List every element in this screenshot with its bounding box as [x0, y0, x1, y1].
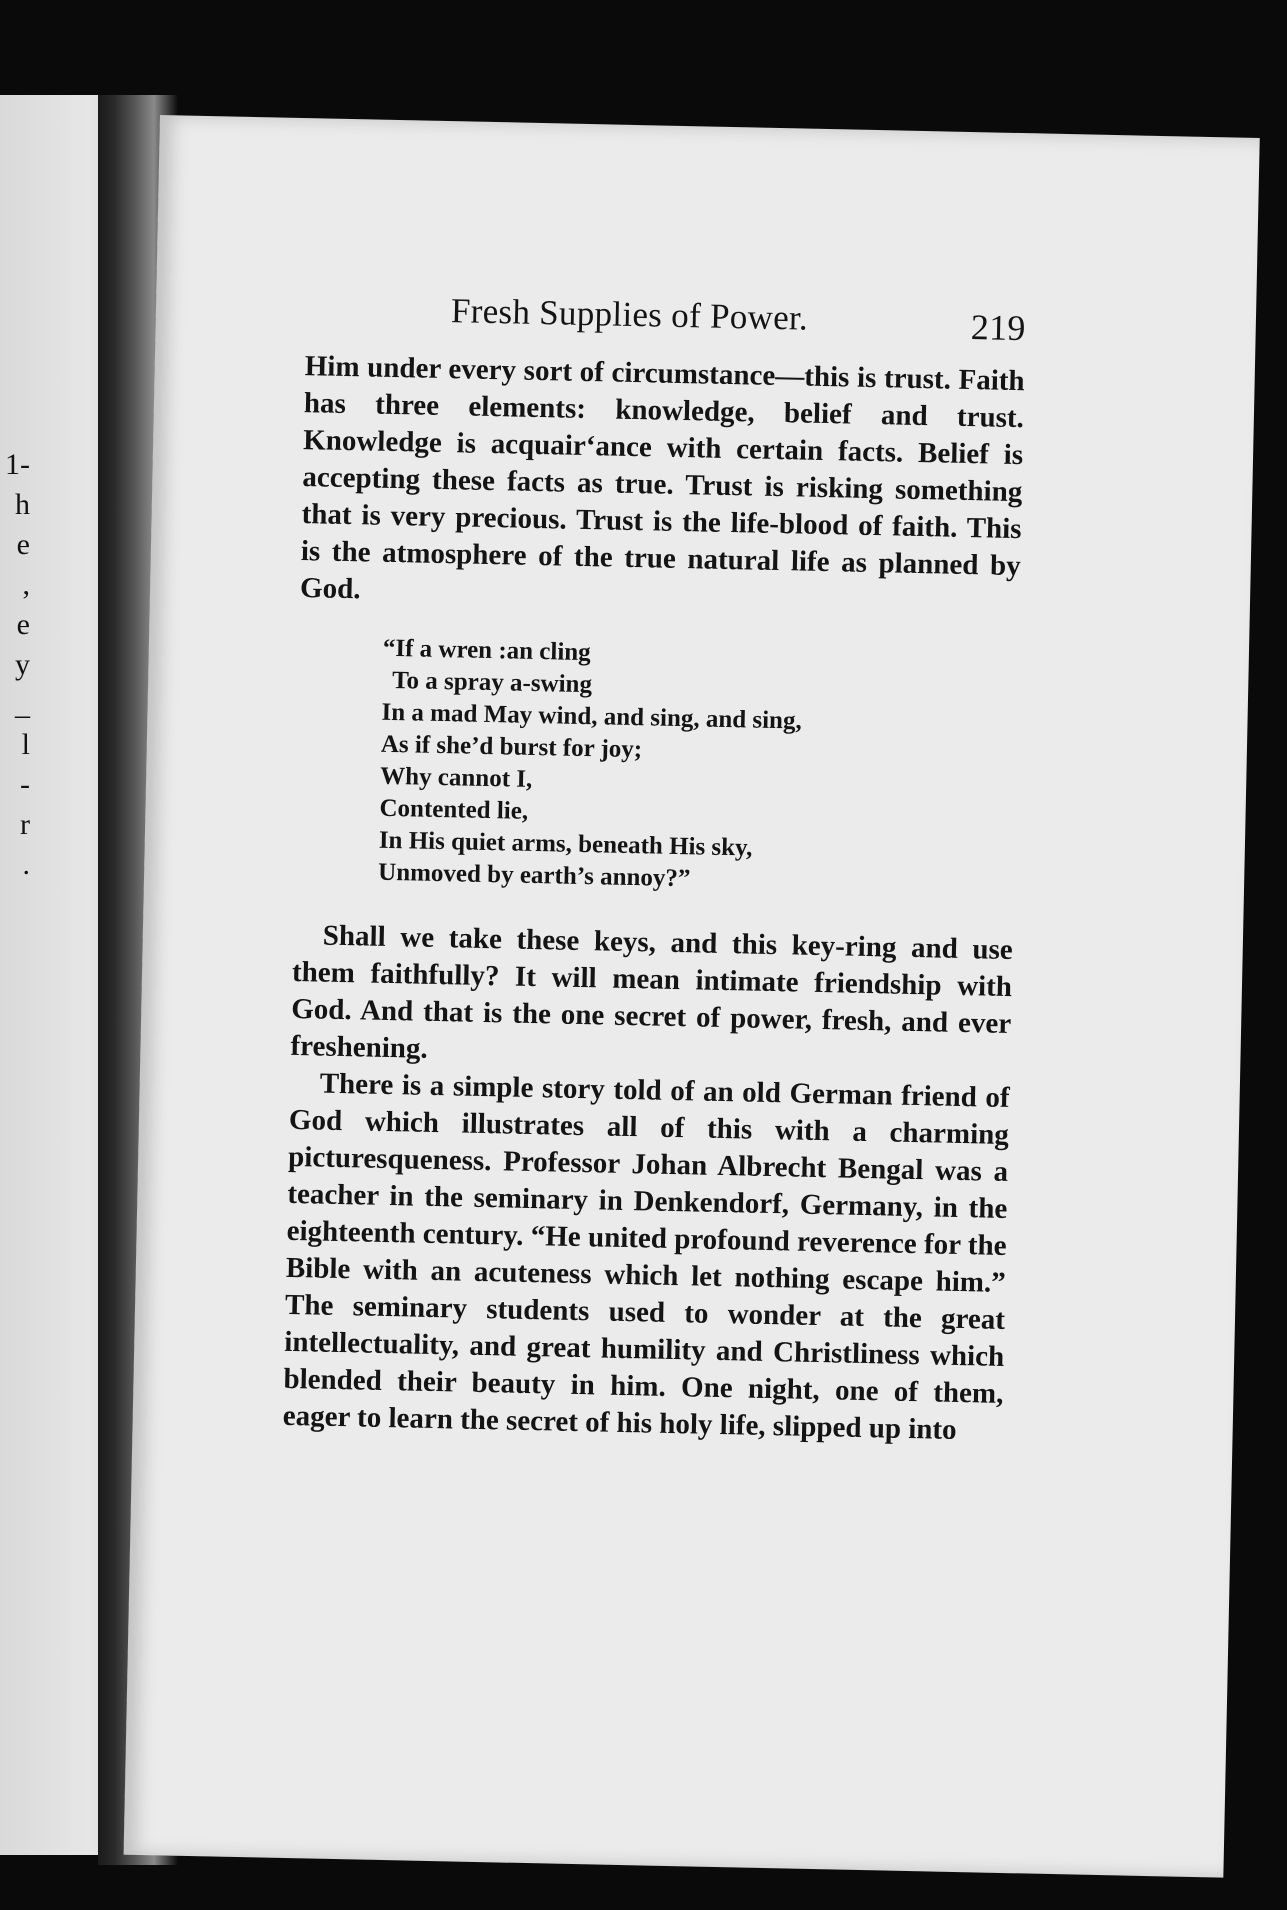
poem-line: In a mad May wind, and sing, and sing, — [381, 698, 803, 735]
edge-letter: e — [16, 608, 30, 641]
poem-quotation — [378, 633, 1019, 902]
page-text-block — [282, 288, 1026, 1450]
poem-line: “If a wren :an cling — [382, 634, 591, 667]
body-paragraphs — [282, 917, 1013, 1450]
paragraph-trust: Him under every sort of circumstance—this is trust. Faith has three elements: knowledge, belief and trust. Knowledge is acquair‘ance with certain facts. Belief is accepting these facts as true. Trust is risking something that is very precious. Trust is the life-blood of faith. This is the atmosphere of the true natural life as planned by God. — [299, 350, 1025, 606]
poem-line: As if she’d burst for joy; — [380, 730, 643, 764]
right-page — [124, 115, 1260, 1878]
paragraph-bengal-story: There is a simple story told of an old German friend of God which illustrates all of this with a charming picturesqueness. Professor Johan Albrecht Bengal was a teacher in the seminary in Denkendorf, Germany, in the eighteenth century. “He united profound reverence for the Bible with an acuteness which let nothing escape him.” The seminary students used to wonder at the great intellectuality, and great humility and Christliness which blended their beauty in him. One night, one of them, eager to learn the secret of his holy life, slipped up into — [282, 1067, 1010, 1446]
paragraph-keys: Shall we take these keys, and this key-ring and use them faithfully? It will mean intimate friendship with God. And that is the one secret of power, fresh, and ever freshening. — [290, 919, 1014, 1065]
page-number: 219 — [970, 307, 1027, 349]
poem-line: Contented lie, — [379, 794, 529, 825]
poem-line: Unmoved by earth’s annoy?” — [377, 858, 691, 893]
running-head-title: Fresh Supplies of Power. — [450, 291, 809, 338]
edge-letter: r — [20, 808, 30, 841]
edge-letter: 1- — [5, 448, 30, 481]
edge-letter: l — [21, 728, 30, 761]
edge-letter: _ — [15, 688, 30, 721]
edge-letter: h — [15, 488, 30, 521]
edge-letter: y — [15, 648, 30, 681]
running-head — [305, 288, 1026, 357]
poem-line: Why cannot I, — [379, 762, 533, 793]
left-page-edge-text — [0, 445, 30, 885]
edge-letter: e — [16, 528, 30, 561]
poem-line: In His quiet arms, beneath His sky, — [378, 826, 753, 862]
poem-line: To a spray a-swing — [391, 666, 593, 699]
edge-letter: , — [22, 568, 30, 601]
edge-letter: . — [22, 848, 30, 881]
edge-letter: - — [20, 768, 30, 801]
